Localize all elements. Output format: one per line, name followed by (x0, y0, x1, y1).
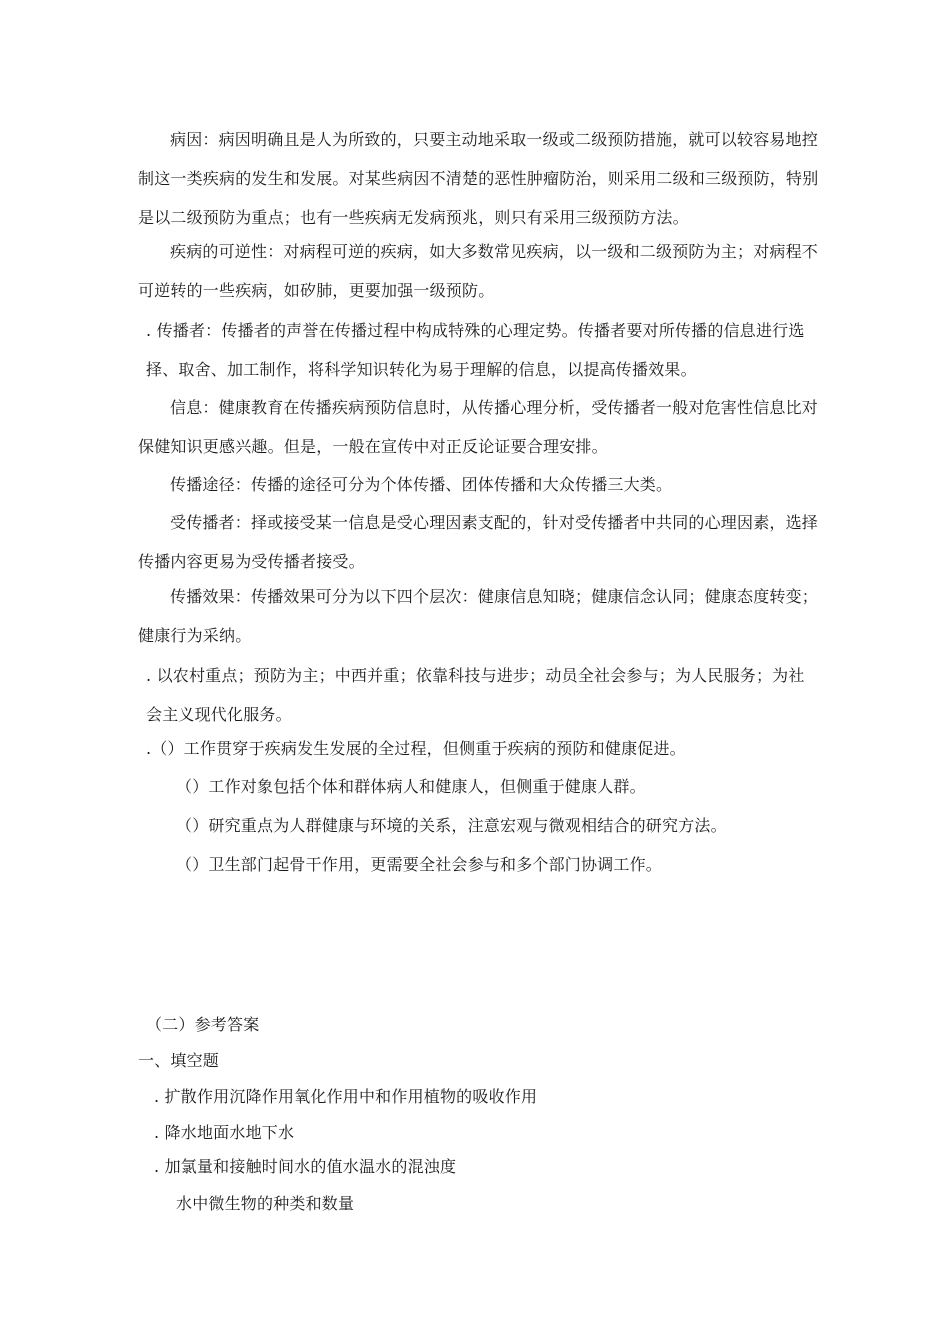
list-item-2: （）工作对象包括个体和群体病人和健康人，但侧重于健康人群。 (176, 777, 646, 796)
section-title: 一、填空题 (138, 1051, 220, 1070)
list-item-3: （）研究重点为人群健康与环境的关系，注意宏观与微观相结合的研究方法。 (176, 816, 727, 835)
paragraph-reversibility: 疾病的可逆性：对病程可逆的疾病，如大多数常见疾病，以一级和二级预防为主；对病程不可逆转的一些疾病，如矽肺，更要加强一级预防。 (138, 242, 819, 300)
paragraph-channel: 传播途径：传播的途径可分为个体传播、团体传播和大众传播三大类。 (170, 475, 673, 494)
list-item-4: （）卫生部门起骨干作用，更需要全社会参与和多个部门协调工作。 (176, 855, 663, 874)
paragraph-guidelines: . 以农村重点；预防为主；中西并重；依靠科技与进步；动员全社会参与；为人民服务；为社会主义现代化服务。 (146, 666, 805, 724)
answer-item-1: . 扩散作用沉降作用氧化作用中和作用植物的吸收作用 (154, 1087, 538, 1106)
answer-item-3-continued: 水中微生物的种类和数量 (176, 1194, 355, 1213)
paragraph-effect: 传播效果：传播效果可分为以下四个层次：健康信息知晓；健康信念认同；健康态度转变；健康行为采纳。 (138, 587, 819, 645)
list-item-1: .（）工作贯穿于疾病发生发展的全过程，但侧重于疾病的预防和健康促进。 (146, 739, 686, 758)
paragraph-communicator: . 传播者：传播者的声誉在传播过程中构成特殊的心理定势。传播者要对所传播的信息进行选择、取舍、加工制作，将科学知识转化为易于理解的信息，以提高传播效果。 (146, 321, 805, 379)
answer-item-2: . 降水地面水地下水 (154, 1123, 295, 1142)
paragraph-etiology: 病因：病因明确且是人为所致的，只要主动地采取一级或二级预防措施，就可以较容易地控制这一类疾病的发生和发展。对某些病因不清楚的恶性肿瘤防治，则采用二级和三级预防，特别是以二级预防为重点；也有一些疾病无发病预兆，则只有采用三级预防方法。 (138, 130, 819, 227)
paragraph-information: 信息：健康教育在传播疾病预防信息时，从传播心理分析，受传播者一般对危害性信息比对保健知识更感兴趣。但是，一般在宣传中对正反论证要合理安排。 (138, 398, 819, 456)
answers-heading: （二）参考答案 (146, 1015, 260, 1034)
answer-item-3: . 加氯量和接触时间水的值水温水的混浊度 (154, 1157, 457, 1176)
paragraph-receiver: 受传播者：择或接受某一信息是受心理因素支配的，针对受传播者中共同的心理因素，选择传播内容更易为受传播者接受。 (138, 513, 819, 571)
